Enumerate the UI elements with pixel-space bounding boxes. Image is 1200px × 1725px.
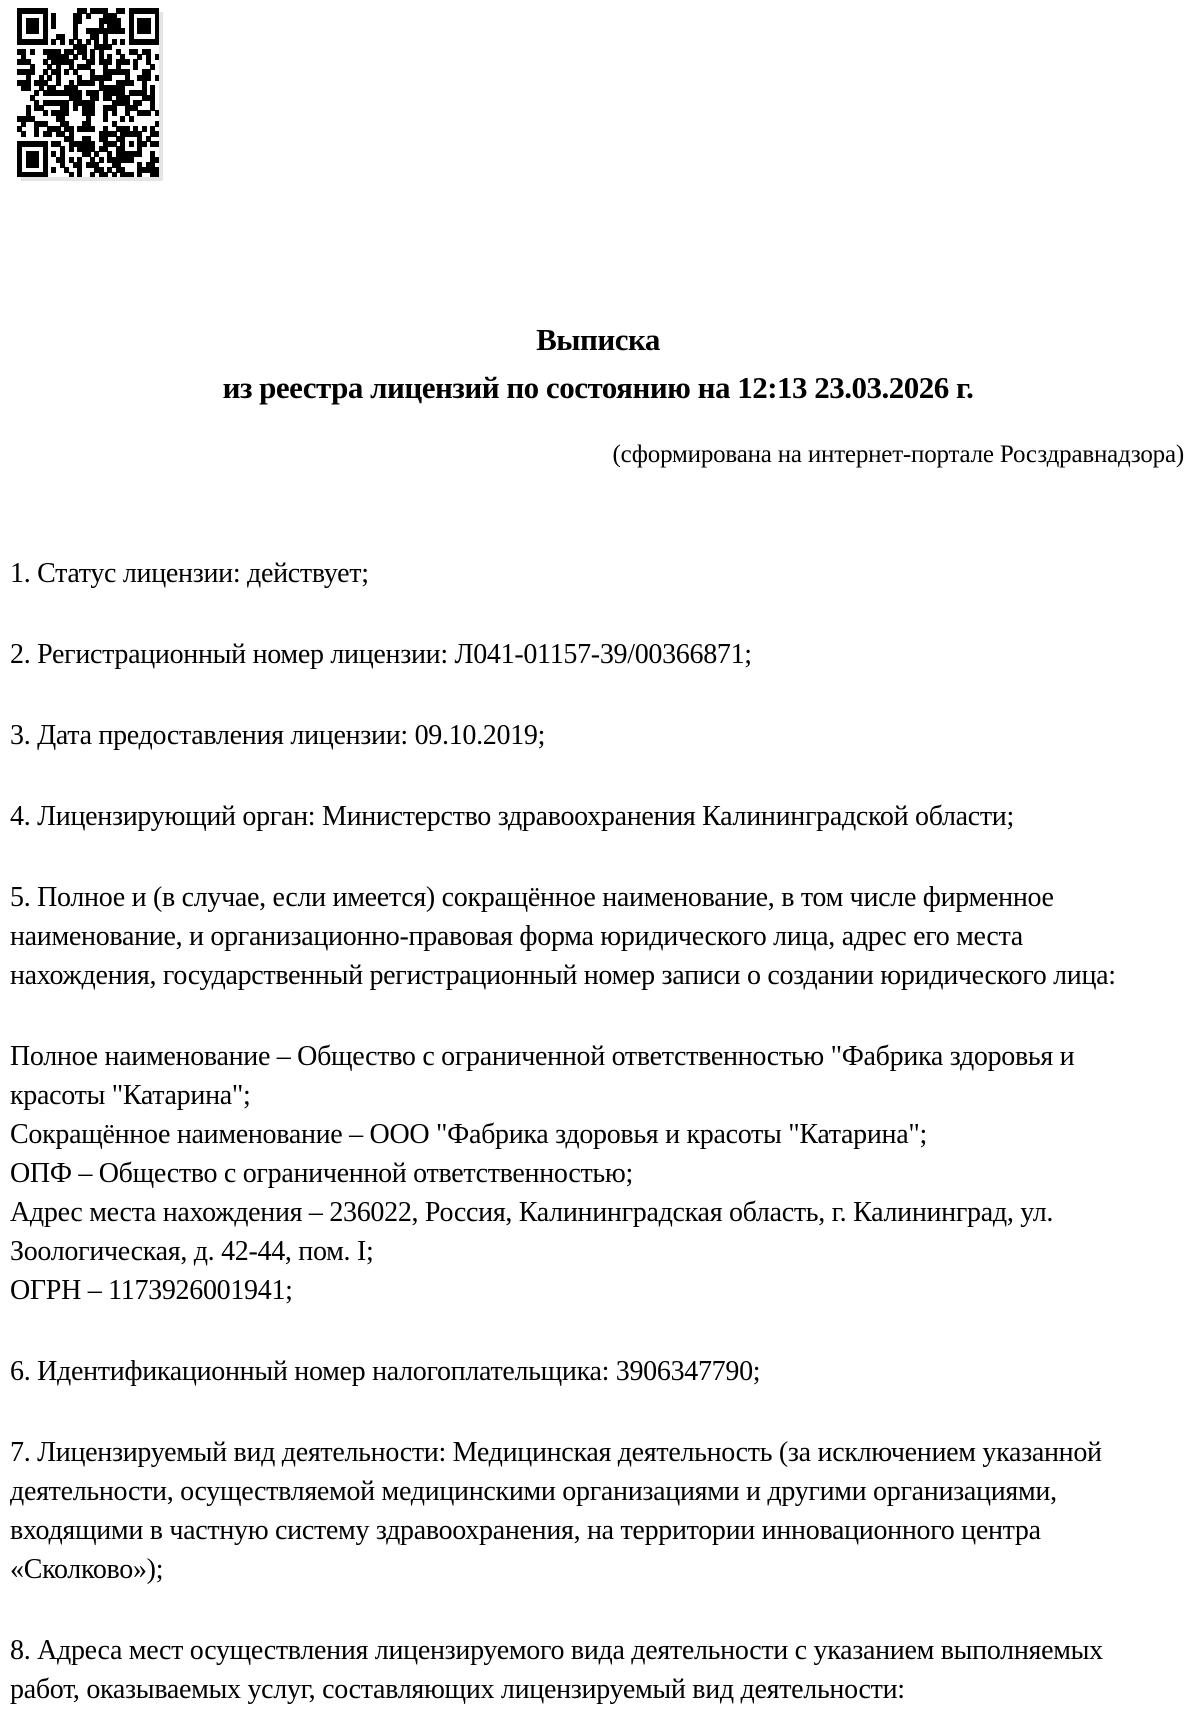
title-line-2: из реестра лицензий по состоянию на 12:13 23.03.2026 г.: [222, 370, 974, 405]
text-line: 4. Лицензирующий орган: Министерство здравоохранения Калининградской области;: [10, 801, 1014, 832]
paragraph-organization-details: [10, 1037, 1186, 1310]
qr-code: [17, 8, 159, 177]
paragraph-grant-date: [10, 716, 1186, 755]
text-line: 6. Идентификационный номер налогоплательщика: 3906347790;: [10, 1356, 761, 1387]
text-line: «Сколково»);: [10, 1554, 164, 1585]
document-title: [10, 316, 1186, 412]
title-line-1: Выписка: [536, 322, 660, 357]
paragraph-activity-addresses: [10, 1631, 1186, 1709]
text-line: входящими в частную систему здравоохранения, на территории инновационного центра: [10, 1515, 1041, 1546]
text-line: ОГРН – 1173926001941;: [10, 1275, 293, 1306]
text-line: деятельности, осуществляемой медицинскими организациями и другими организациями,: [10, 1476, 1057, 1507]
paragraph-licensed-activity: [10, 1433, 1186, 1589]
text-line: Зоологическая, д. 42-44, пом. I;: [10, 1236, 374, 1267]
text-line: красоты "Катарина";: [10, 1080, 251, 1111]
qr-code-canvas: [17, 8, 159, 177]
text-line: 7. Лицензируемый вид деятельности: Медицинская деятельность (за исключением указанной: [10, 1437, 1102, 1468]
text-line: работ, оказываемых услуг, составляющих лицензируемый вид деятельности:: [10, 1674, 905, 1705]
text-line: наименование, и организационно-правовая форма юридического лица, адрес его места: [10, 921, 1023, 952]
text-line: ОПФ – Общество с ограниченной ответственностью;: [10, 1158, 633, 1189]
text-line: 5. Полное и (в случае, если имеется) сокращённое наименование, в том числе фирменное: [10, 882, 1054, 913]
paragraph-registration-number: [10, 635, 1186, 674]
text-line: Полное наименование – Общество с ограниченной ответственностью "Фабрика здоровья и: [10, 1041, 1075, 1072]
text-line: 8. Адреса мест осуществления лицензируемого вида деятельности с указанием выполняемых: [10, 1635, 1103, 1666]
document-content: [0, 316, 1200, 1709]
text-line: 1. Статус лицензии: действует;: [10, 558, 369, 589]
paragraph-inn: [10, 1352, 1186, 1391]
paragraph-name-intro: [10, 878, 1186, 995]
document-body: [10, 554, 1186, 1709]
text-line: 3. Дата предоставления лицензии: 09.10.2019;: [10, 720, 546, 751]
text-line: Сокращённое наименование – ООО "Фабрика здоровья и красоты "Катарина";: [10, 1119, 927, 1150]
text-line: нахождения, государственный регистрационный номер записи о создании юридического лица:: [10, 960, 1116, 991]
text-line: 2. Регистрационный номер лицензии: Л041-01157-39/00366871;: [10, 639, 752, 670]
text-line: Адрес места нахождения – 236022, Россия, Калининградская область, г. Калининград, ул.: [10, 1197, 1054, 1228]
paragraph-status: [10, 554, 1186, 593]
paragraph-licensing-authority: [10, 797, 1186, 836]
document-subtitle: (сформирована на интернет-портале Росздравнадзора): [612, 441, 1184, 468]
